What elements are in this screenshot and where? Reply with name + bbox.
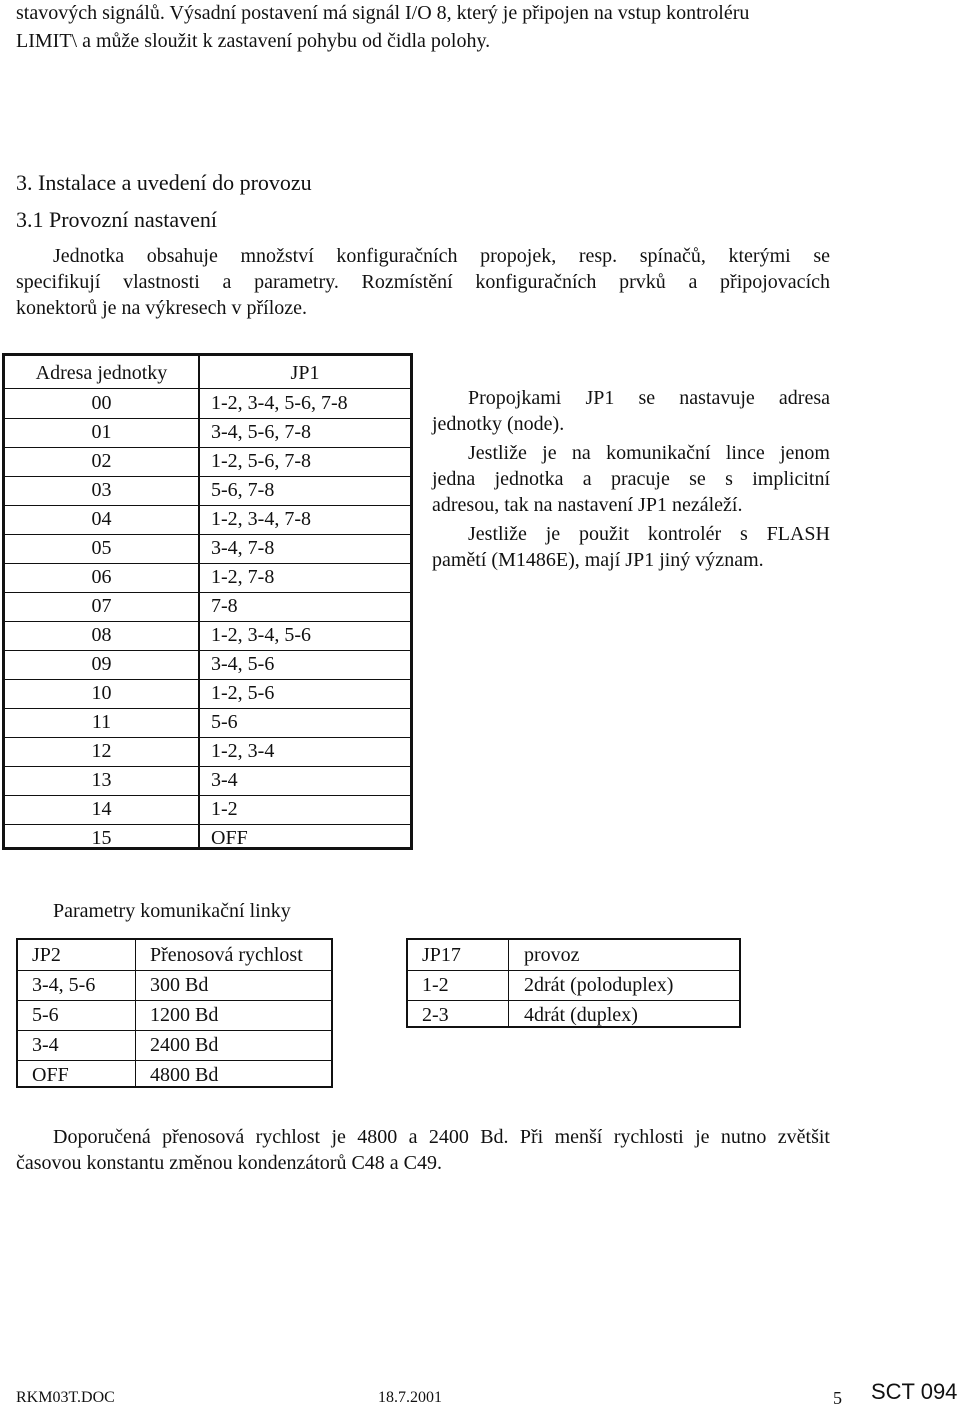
jp2-table [16,938,333,1088]
table-row [5,592,410,622]
table-cell: 2-3 [422,1004,449,1026]
footer-page-number: 5 [833,1388,842,1408]
paragraph-line: Doporučená přenosová rychlost je 4800 a 2400 Bd. Při menší rychlosti je nutno zvětšit [53,1126,830,1148]
jumper-cell: 1-2, 7-8 [211,566,275,588]
table-row [5,795,410,825]
jp17-table [406,938,741,1028]
table-row [408,970,739,1001]
note-line: pamětí (M1486E), mají JP1 jiný význam. [432,549,764,571]
section-heading: 3. Instalace a uvedení do provozu [16,170,312,195]
comm-heading: Parametry komunikační linky [53,900,291,922]
address-cell: 02 [91,450,112,472]
jumper-cell: 7-8 [211,595,238,617]
subsection-heading: 3.1 Provozní nastavení [16,207,218,232]
address-cell: 04 [91,508,112,530]
address-cell: 08 [91,624,112,646]
jumper-cell: 1-2, 3-4, 5-6, 7-8 [211,392,348,414]
jumper-cell: 1-2, 5-6 [211,682,275,704]
table-cell: OFF [32,1064,69,1086]
table-row [5,505,410,535]
jumper-cell: 5-6, 7-8 [211,479,275,501]
paragraph-line: stavových signálů. Výsadní postavení má signál I/O 8, který je připojen na vstup kontroléru [16,2,750,24]
note-line: adresou, tak na nastavení JP1 nezáleží. [432,494,743,516]
jp1-table [2,353,413,850]
table-row [18,1000,331,1031]
table-cell: 3-4, 5-6 [32,974,96,996]
table-row [5,447,410,477]
table-header-row [408,940,739,971]
address-cell: 05 [91,537,112,559]
paragraph-line: časovou konstantu změnou kondenzátorů C48 a C49. [16,1152,443,1174]
paragraph-line: Jednotka obsahuje množství konfiguračních propojek, resp. spínačů, kterými se [53,245,830,267]
table-cell: 5-6 [32,1004,59,1026]
table-row [18,970,331,1001]
table-row [5,621,410,651]
address-cell: 15 [91,827,112,849]
jumper-cell: 1-2, 3-4 [211,740,275,762]
table-header-row [5,359,410,389]
address-cell: 10 [91,682,112,704]
paragraph-line: LIMIT\ a může sloužit k zastavení pohybu od čidla polohy. [16,30,491,52]
note-line: Jestliže je na komunikační lince jenom [468,442,830,464]
paragraph-line: specifikují vlastnosti a parametry. Rozmístění konfiguračních prvků a připojovacích [16,271,830,293]
paragraph-line: konektorů je na výkresech v příloze. [16,297,308,319]
note-line: jednotky (node). [432,413,565,435]
table-header-cell: JP1 [290,362,320,384]
address-cell: 01 [91,421,112,443]
address-cell: 06 [91,566,112,588]
address-cell: 14 [91,798,112,820]
table-header-cell: Přenosová rychlost [150,944,303,966]
jumper-cell: 3-4, 5-6, 7-8 [211,421,311,443]
note-line: jedna jednotka a pracuje se s implicitní [432,468,830,490]
note-line: Propojkami JP1 se nastavuje adresa [468,387,830,409]
footer-product: SCT 094 [871,1379,958,1404]
jumper-cell: 1-2, 3-4, 7-8 [211,508,311,530]
table-cell: 3-4 [32,1034,59,1056]
table-row [5,563,410,593]
table-row [5,679,410,709]
table-row [5,824,410,853]
jumper-cell: 3-4, 5-6 [211,653,275,675]
address-cell: 13 [91,769,112,791]
table-header-cell: JP2 [32,944,61,966]
table-row [18,1060,331,1090]
table-header-cell: provoz [524,944,580,966]
table-cell: 4drát (duplex) [524,1004,638,1026]
footer-filename: RKM03T.DOC [16,1389,115,1406]
jumper-cell: OFF [211,827,248,849]
table-header-cell: Adresa jednotky [35,362,168,384]
address-cell: 03 [91,479,112,501]
table-cell: 2400 Bd [150,1034,219,1056]
note-line: Jestliže je použit kontrolér s FLASH [468,523,830,545]
table-row [5,534,410,564]
table-row [5,650,410,680]
address-cell: 07 [91,595,112,617]
table-cell: 1200 Bd [150,1004,219,1026]
table-cell: 300 Bd [150,974,209,996]
table-row [5,476,410,506]
address-cell: 11 [91,711,112,733]
address-cell: 00 [91,392,112,414]
table-row [408,1000,739,1030]
table-cell: 4800 Bd [150,1064,219,1086]
jumper-cell: 1-2 [211,798,238,820]
table-header-cell: JP17 [422,944,461,966]
table-row [5,418,410,448]
address-cell: 12 [91,740,112,762]
table-cell: 2drát (poloduplex) [524,974,674,996]
jumper-cell: 1-2, 5-6, 7-8 [211,450,311,472]
table-row [18,1030,331,1061]
jumper-cell: 3-4, 7-8 [211,537,275,559]
table-row [5,708,410,738]
footer-date: 18.7.2001 [378,1389,442,1406]
jumper-cell: 5-6 [211,711,238,733]
jumper-cell: 1-2, 3-4, 5-6 [211,624,311,646]
table-row [5,389,410,419]
table-row [5,766,410,796]
address-cell: 09 [91,653,112,675]
table-header-row [18,940,331,971]
table-cell: 1-2 [422,974,449,996]
jumper-cell: 3-4 [211,769,238,791]
table-row [5,737,410,767]
